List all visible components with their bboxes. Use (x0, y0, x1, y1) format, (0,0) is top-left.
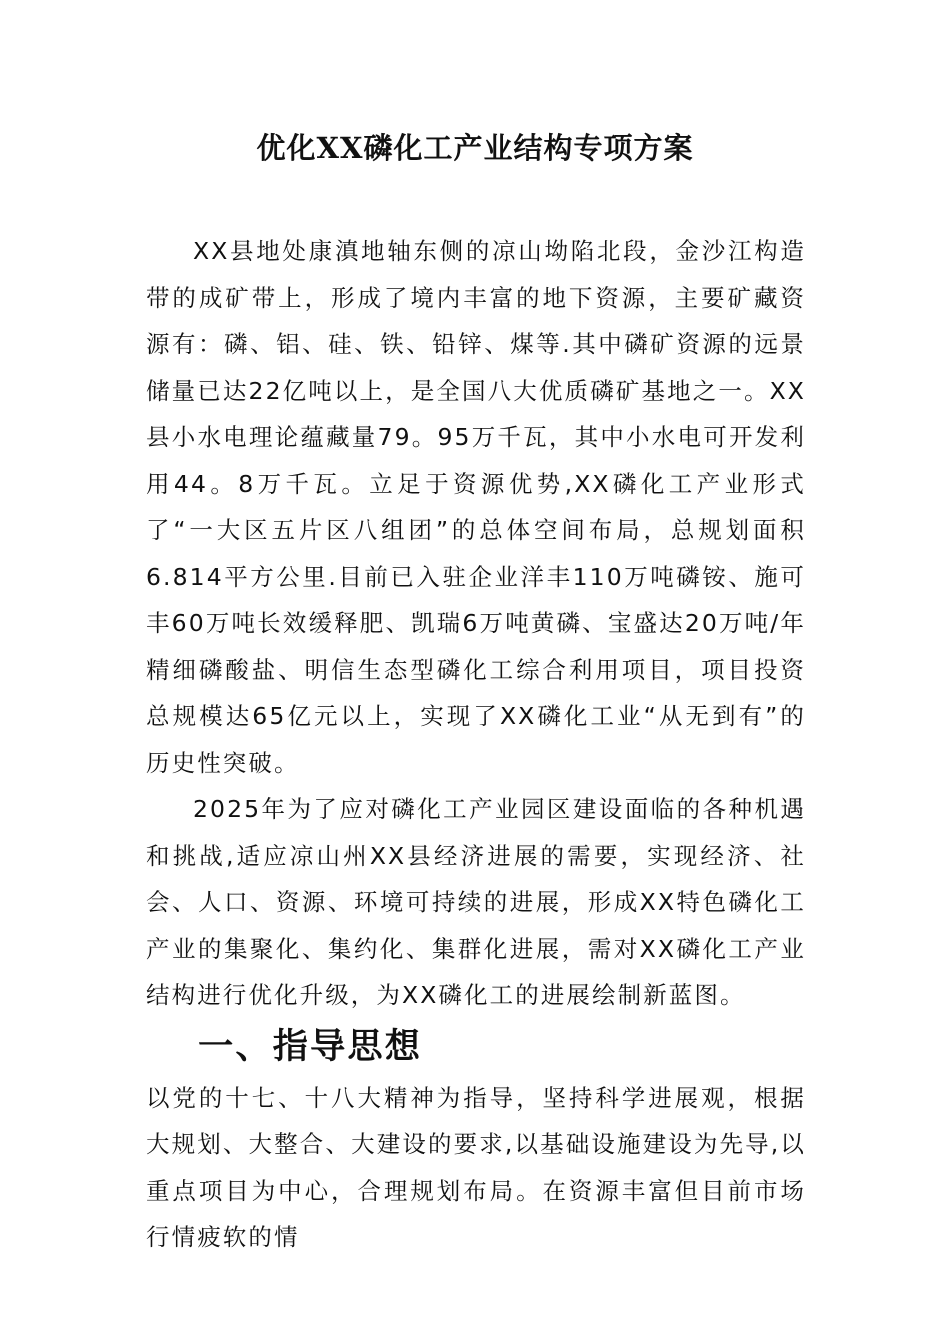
paragraph-guiding-ideology: 以党的十七、十八大精神为指导，坚持科学进展观，根据大规划、大整合、大建设的要求,以基础设施建设为先导,以重点项目为中心，合理规划布局。在资源丰富但目前市场行情疲软的情 (146, 1083, 806, 1251)
document-title: 优化XX磷化工产业结构专项方案 (256, 131, 694, 165)
paragraph-intro: XX县地处康滇地轴东侧的凉山坳陷北段，金沙江构造带的成矿带上，形成了境内丰富的地下资源，主要矿藏资源有：磷、铝、硅、铁、铅锌、煤等.其中磷矿资源的远景储量已达22亿吨以上，是全国八大优质磷矿基地之一。XX县小水电理论蕴藏量79。95万千瓦，其中小水电可开发利用44。8万千瓦。立足于资源优势,XX磷化工产业形式了“一大区五片区八组团”的总体空间布局，总规划面积6.814平方公里.目前已入驻企业洋丰110万吨磷铵、施可丰60万吨长效缓释肥、凯瑞6万吨黄磷、宝盛达20万吨/年精细磷酸盐、明信生态型磷化工综合利用项目，项目投资总规模达65亿元以上，实现了XX磷化工业“从无到有”的历史性突破。 (146, 237, 806, 777)
section-heading-guiding-ideology: 一、指导思想 (198, 1025, 423, 1067)
document-body (146, 228, 806, 1261)
paragraph-2025-plan: 2025年为了应对磷化工产业园区建设面临的各种机遇和挑战,适应凉山州XX县经济进展的需要，实现经济、社会、人口、资源、环境可持续的进展，形成XX特色磷化工产业的集聚化、集约化、集群化进展，需对XX磷化工产业结构进行优化升级，为XX磷化工的进展绘制新蓝图。 (146, 795, 806, 1009)
